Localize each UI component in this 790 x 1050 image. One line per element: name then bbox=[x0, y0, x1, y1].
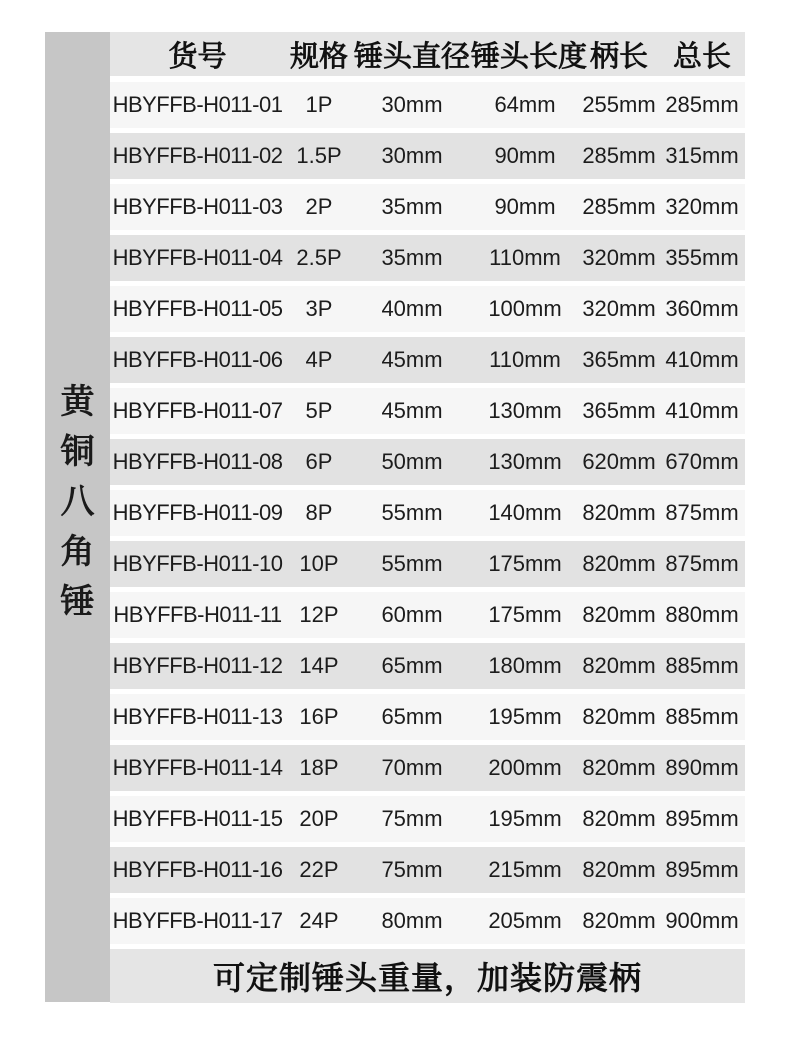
table-cell: 820mm bbox=[582, 704, 656, 729]
table-cell: 215mm bbox=[488, 857, 562, 882]
table-cell: 1.5P bbox=[296, 143, 342, 168]
table-body bbox=[110, 82, 745, 944]
product-name-char: 黄 bbox=[60, 383, 95, 421]
table-cell: 895mm bbox=[665, 806, 739, 831]
table-cell: HBYFFB-H011-03 bbox=[112, 194, 283, 219]
header-item-no: 货号 bbox=[168, 40, 227, 73]
table-cell: HBYFFB-H011-09 bbox=[112, 500, 283, 525]
table-cell: 890mm bbox=[665, 755, 739, 780]
table-cell: HBYFFB-H011-11 bbox=[113, 602, 282, 627]
table-row bbox=[110, 847, 745, 893]
table-cell: 5P bbox=[305, 398, 333, 423]
table-cell: 110mm bbox=[489, 245, 561, 270]
table-cell: 24P bbox=[299, 908, 339, 933]
table-cell: 55mm bbox=[381, 500, 443, 525]
product-name-char: 角 bbox=[60, 533, 95, 571]
table-cell: 320mm bbox=[582, 245, 656, 270]
table-cell: 55mm bbox=[381, 551, 443, 576]
table-cell: 90mm bbox=[494, 143, 556, 168]
table-cell: HBYFFB-H011-17 bbox=[112, 908, 283, 933]
table-cell: 8P bbox=[305, 500, 333, 525]
header-handle-length: 柄长 bbox=[589, 40, 648, 73]
table-header-row bbox=[110, 32, 745, 76]
product-name-char: 八 bbox=[60, 483, 95, 521]
table-cell: 2.5P bbox=[296, 245, 342, 270]
header-total-length: 总长 bbox=[672, 40, 731, 73]
table-cell: 320mm bbox=[582, 296, 656, 321]
table-cell: HBYFFB-H011-02 bbox=[112, 143, 283, 168]
table-cell: 255mm bbox=[582, 92, 656, 117]
spec-table bbox=[110, 32, 745, 1003]
table-cell: 285mm bbox=[665, 92, 739, 117]
table-cell: 195mm bbox=[488, 704, 562, 729]
table-cell: HBYFFB-H011-08 bbox=[112, 449, 283, 474]
table-cell: HBYFFB-H011-15 bbox=[112, 806, 283, 831]
table-cell: 35mm bbox=[381, 194, 443, 219]
table-cell: 195mm bbox=[488, 806, 562, 831]
table-cell: 820mm bbox=[582, 755, 656, 780]
table-cell: HBYFFB-H011-07 bbox=[112, 398, 283, 423]
table-row bbox=[110, 388, 745, 434]
table-cell: 50mm bbox=[381, 449, 443, 474]
header-spec: 规格 bbox=[289, 40, 348, 73]
table-cell: HBYFFB-H011-12 bbox=[112, 653, 283, 678]
table-cell: 285mm bbox=[582, 143, 656, 168]
table-cell: 1P bbox=[305, 92, 333, 117]
table-row bbox=[110, 82, 745, 128]
table-cell: 820mm bbox=[582, 653, 656, 678]
custom-note-banner bbox=[110, 949, 745, 1003]
table-cell: 100mm bbox=[488, 296, 562, 321]
table-cell: 885mm bbox=[665, 704, 739, 729]
table-cell: 175mm bbox=[488, 602, 562, 627]
table-row bbox=[110, 490, 745, 536]
table-row bbox=[110, 643, 745, 689]
table-cell: 30mm bbox=[381, 143, 443, 168]
table-cell: 620mm bbox=[582, 449, 656, 474]
table-row bbox=[110, 694, 745, 740]
table-cell: 140mm bbox=[488, 500, 562, 525]
table-row bbox=[110, 796, 745, 842]
table-cell: 4P bbox=[305, 347, 333, 372]
table-cell: 895mm bbox=[665, 857, 739, 882]
table-cell: 22P bbox=[299, 857, 339, 882]
table-cell: 320mm bbox=[665, 194, 739, 219]
table-cell: 45mm bbox=[381, 398, 443, 423]
table-cell: 70mm bbox=[381, 755, 443, 780]
table-cell: 16P bbox=[299, 704, 339, 729]
table-cell: 820mm bbox=[582, 908, 656, 933]
table-cell: 875mm bbox=[665, 551, 739, 576]
table-cell: 175mm bbox=[488, 551, 562, 576]
table-cell: 75mm bbox=[381, 857, 443, 882]
table-row bbox=[110, 337, 745, 383]
product-name-char: 铜 bbox=[60, 433, 95, 471]
table-cell: 12P bbox=[299, 602, 339, 627]
table-cell: 45mm bbox=[381, 347, 443, 372]
table-cell: 65mm bbox=[381, 704, 443, 729]
table-cell: 130mm bbox=[488, 449, 562, 474]
table-cell: 30mm bbox=[381, 92, 443, 117]
table-cell: 820mm bbox=[582, 602, 656, 627]
table-cell: 820mm bbox=[582, 806, 656, 831]
table-cell: 670mm bbox=[665, 449, 739, 474]
table-cell: 410mm bbox=[665, 347, 739, 372]
table-cell: 110mm bbox=[489, 347, 561, 372]
table-cell: HBYFFB-H011-10 bbox=[112, 551, 283, 576]
table-cell: HBYFFB-H011-01 bbox=[112, 92, 283, 117]
table-row bbox=[110, 898, 745, 944]
table-cell: 80mm bbox=[381, 908, 443, 933]
table-cell: HBYFFB-H011-13 bbox=[112, 704, 283, 729]
table-cell: HBYFFB-H011-16 bbox=[112, 857, 283, 882]
table-cell: 75mm bbox=[381, 806, 443, 831]
table-cell: 880mm bbox=[665, 602, 739, 627]
table-cell: 360mm bbox=[665, 296, 739, 321]
product-name-sidebar bbox=[45, 32, 110, 1002]
table-cell: 10P bbox=[299, 551, 339, 576]
table-cell: 200mm bbox=[488, 755, 562, 780]
table-row bbox=[110, 133, 745, 179]
custom-note-text: 可定制锤头重量，加装防震柄 bbox=[212, 960, 642, 996]
table-cell: 65mm bbox=[381, 653, 443, 678]
table-cell: 885mm bbox=[665, 653, 739, 678]
table-cell: 3P bbox=[305, 296, 333, 321]
table-cell: 180mm bbox=[488, 653, 562, 678]
product-name-char: 锤 bbox=[60, 583, 95, 621]
table-row bbox=[110, 541, 745, 587]
table-cell: 820mm bbox=[582, 500, 656, 525]
table-cell: 365mm bbox=[582, 347, 656, 372]
table-cell: 20P bbox=[299, 806, 339, 831]
table-cell: 130mm bbox=[488, 398, 562, 423]
table-cell: HBYFFB-H011-04 bbox=[112, 245, 283, 270]
header-head-length: 锤头长度 bbox=[471, 40, 588, 73]
table-cell: HBYFFB-H011-05 bbox=[112, 296, 283, 321]
table-row bbox=[110, 745, 745, 791]
table-cell: 355mm bbox=[665, 245, 739, 270]
table-cell: 285mm bbox=[582, 194, 656, 219]
table-cell: 60mm bbox=[381, 602, 443, 627]
table-cell: 14P bbox=[299, 653, 339, 678]
table-cell: 40mm bbox=[381, 296, 443, 321]
table-row bbox=[110, 235, 745, 281]
table-cell: 875mm bbox=[665, 500, 739, 525]
table-cell: 18P bbox=[299, 755, 339, 780]
table-cell: 2P bbox=[305, 194, 333, 219]
table-row bbox=[110, 286, 745, 332]
header-head-diameter: 锤头直径 bbox=[353, 40, 470, 73]
table-cell: 35mm bbox=[381, 245, 443, 270]
table-cell: 6P bbox=[305, 449, 333, 474]
table-cell: 64mm bbox=[494, 92, 556, 117]
table-cell: 820mm bbox=[582, 857, 656, 882]
table-cell: 365mm bbox=[582, 398, 656, 423]
table-cell: 315mm bbox=[665, 143, 739, 168]
table-row bbox=[110, 592, 745, 638]
table-cell: HBYFFB-H011-14 bbox=[112, 755, 283, 780]
table-cell: 820mm bbox=[582, 551, 656, 576]
table-cell: 90mm bbox=[494, 194, 556, 219]
table-cell: 205mm bbox=[488, 908, 562, 933]
table-cell: HBYFFB-H011-06 bbox=[112, 347, 283, 372]
table-row bbox=[110, 439, 745, 485]
table-cell: 410mm bbox=[665, 398, 739, 423]
table-cell: 900mm bbox=[665, 908, 739, 933]
table-row bbox=[110, 184, 745, 230]
